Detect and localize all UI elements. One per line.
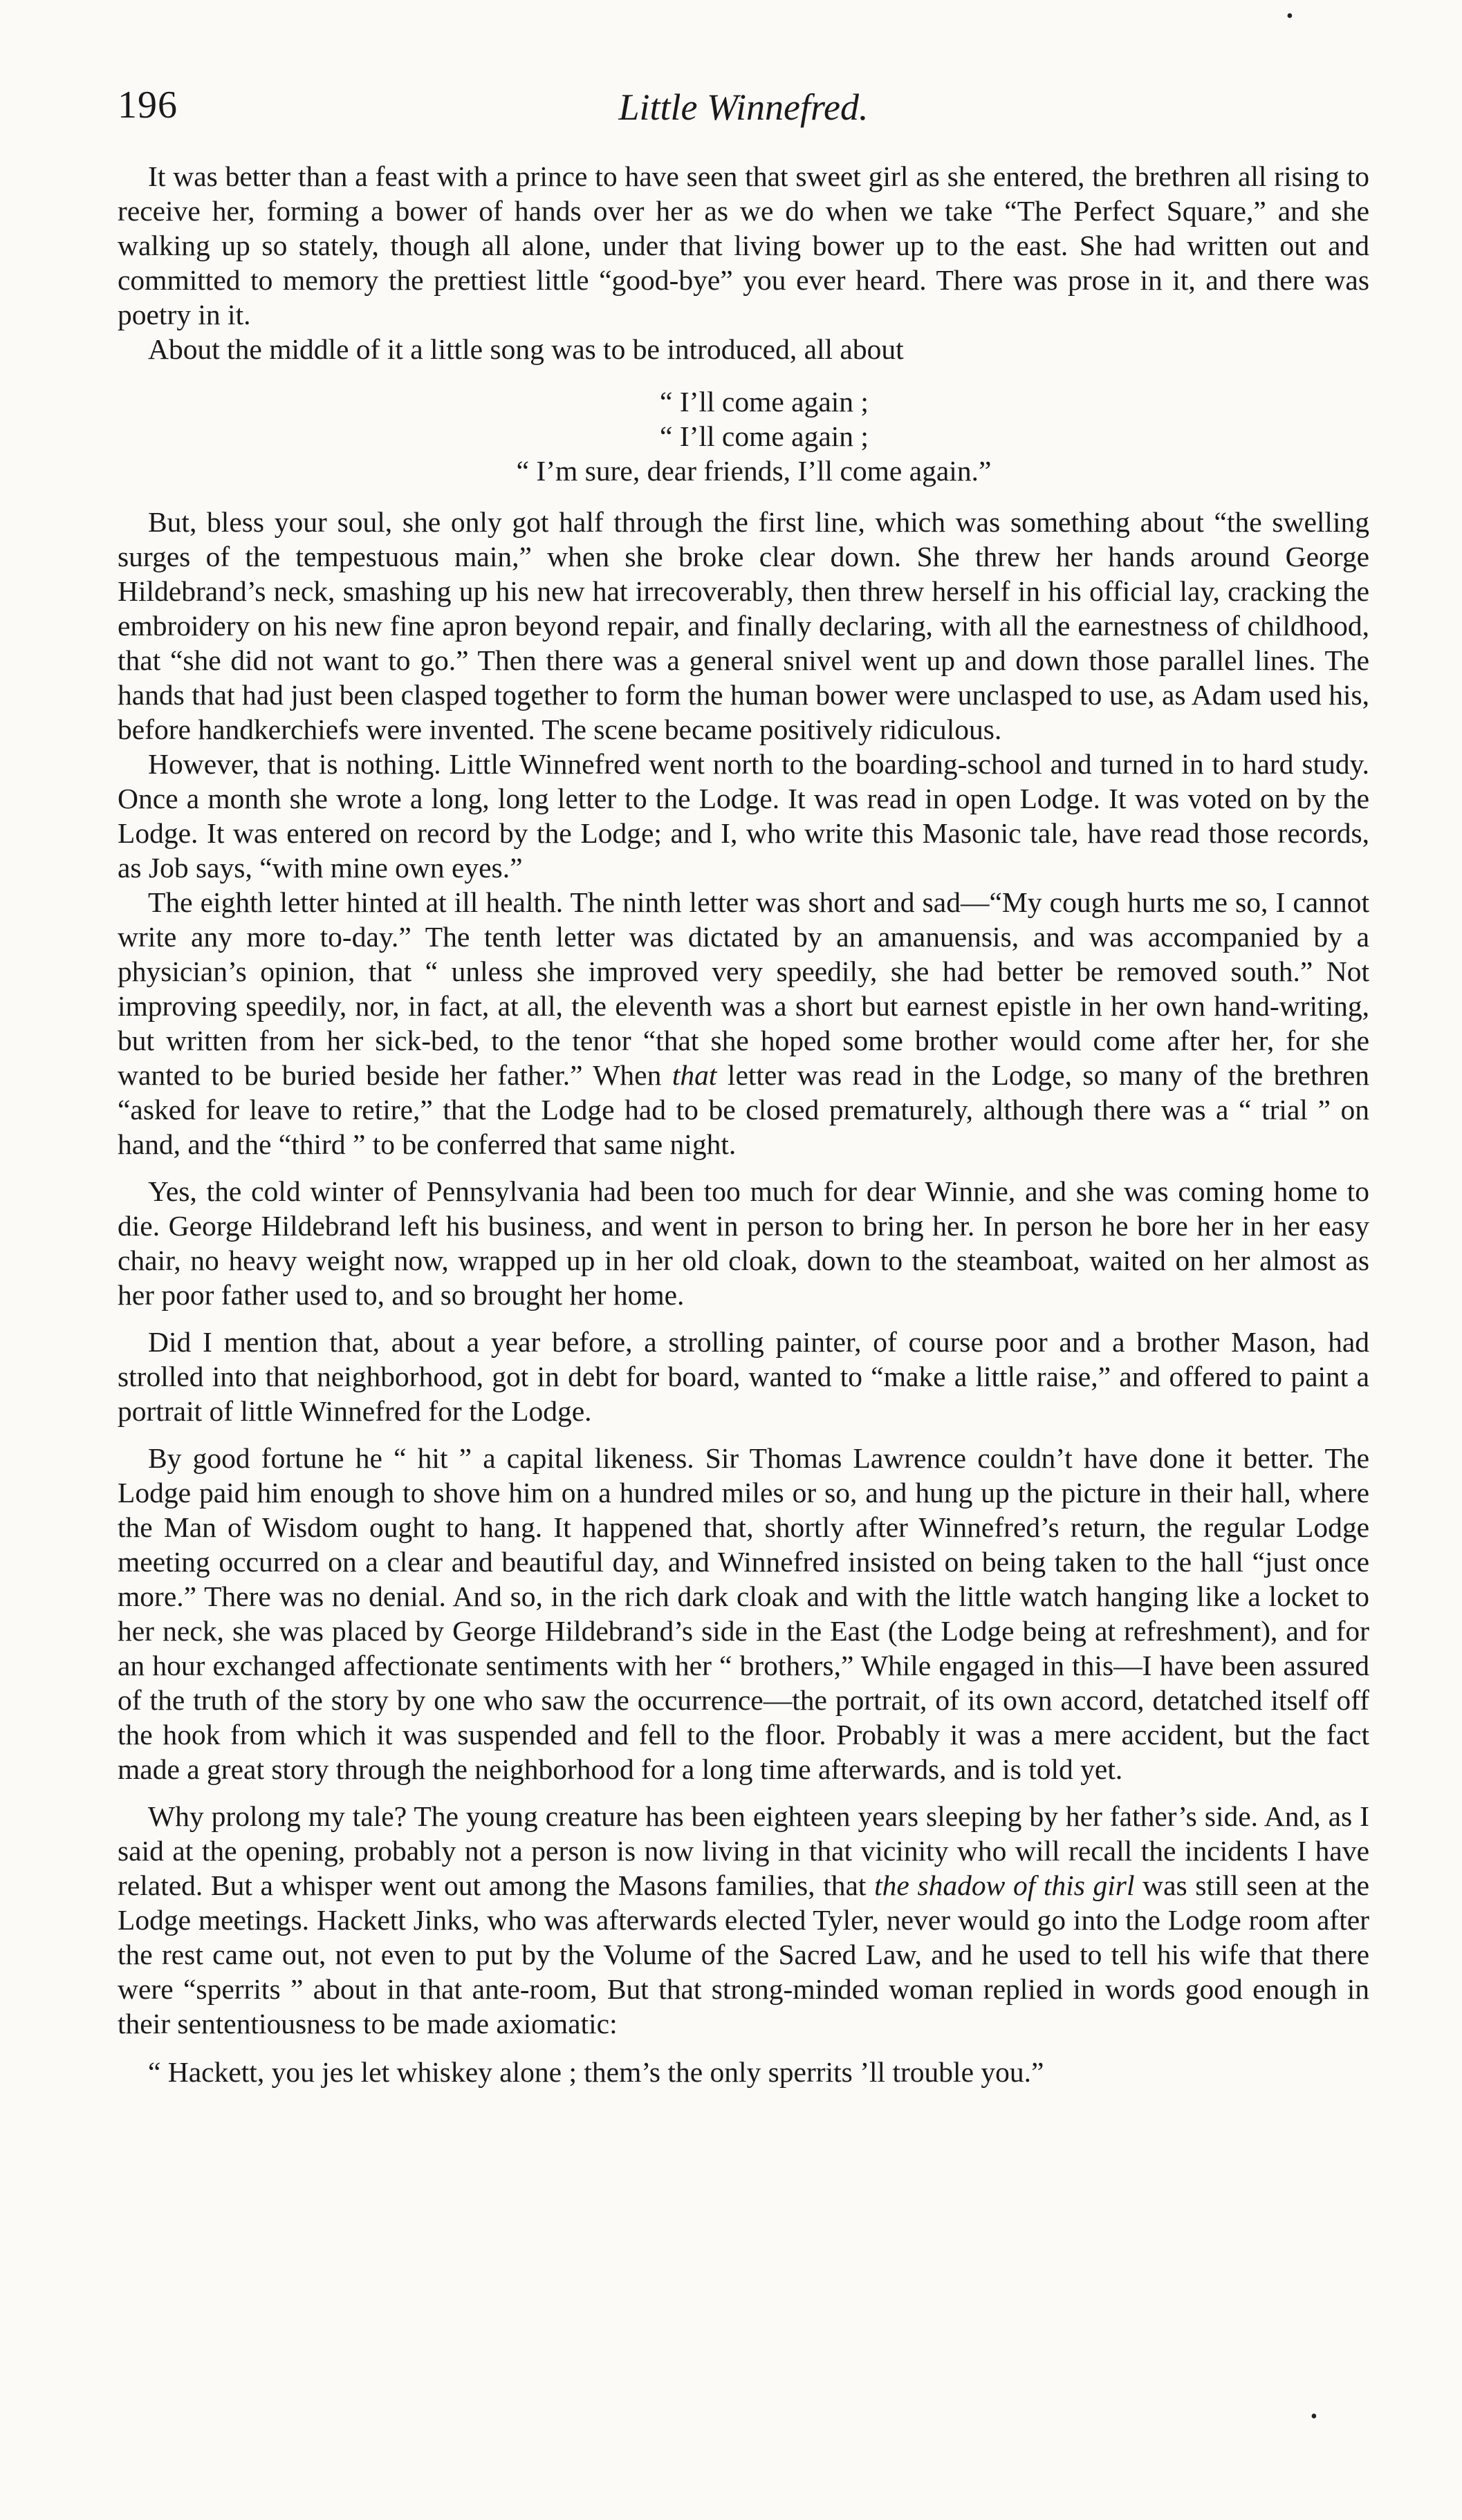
- verse-line-2: “ I’ll come again ;: [660, 420, 869, 452]
- paragraph-4: However, that is nothing. Little Winnefred went north to the boarding-school and turned in to hard study. Once a month she wrote a long, long letter to the Lodge. It was read in open Lodge. It was voted on by the Lodge. It was entered on record by the Lodge; and I, who write this Masonic tale, have read those records, as Job says, “with mine own eyes.”: [118, 748, 1369, 884]
- paragraph-7: Did I mention that, about a year before, a strolling painter, of course poor and a brother Mason, had strolled into that neighborhood, got in debt for board, wanted to “make a little raise,” and offered to paint a portrait of little Winnefred for the Lodge.: [118, 1326, 1369, 1427]
- verse-line-3: “ I’m sure, dear friends, I’ll come again.”: [516, 455, 992, 487]
- page-header: [118, 83, 1369, 138]
- paragraph-5-part-b: letter was read in the Lodge, so many of the brethren “asked for leave to retire,” that the Lodge had to be closed prematurely, although there was a “ trial ” on hand, and the “third ” to be conferred that same night.: [118, 1059, 1370, 1160]
- paragraph-5-emphasis: that: [672, 1059, 717, 1091]
- song-verse: [118, 384, 1369, 488]
- paragraph-8: By good fortune he “ hit ” a capital likeness. Sir Thomas Lawrence couldn’t have done it better. The Lodge paid him enough to shove him on a hundred miles or so, and hung up the picture in their hall, where the Man of Wisdom ought to hang. It happened that, shortly after Winnefred’s return, the regular Lodge meeting occurred on a clear and beautiful day, and Winnefred insisted on being taken to the hall “just once more.” There was no denial. And so, in the rich dark cloak and with the little watch hanging like a locket to her neck, she was placed by George Hildebrand’s side in the East (the Lodge being at refreshment), and for an hour exchanged affectionate sentiments with her “ brothers,” While engaged in this—I have been assured of the truth of the story by one who saw the occurrence—the portrait, of its own accord, detatched itself off the hook from which it was suspended and fell to the floor. Probably it was a mere accident, but the fact made a great story through the neighborhood for a long time afterwards, and is told yet.: [118, 1442, 1369, 1785]
- book-page: [118, 83, 1369, 2089]
- running-title: Little Winnefred.: [618, 86, 869, 128]
- paragraph-9-emphasis: the shadow of this girl: [874, 1869, 1135, 1901]
- paragraph-9: [118, 1799, 1369, 2041]
- page-number: 196: [118, 84, 178, 127]
- paragraph-3: But, bless your soul, she only got half through the first line, which was something about “the swelling surges of the tempestuous main,” when she broke clear down. She threw her hands around George Hildebrand’s neck, smashing up his new hat irrecoverably, then threw herself in his official lay, cracking the embroidery on his new fine apron beyond repair, and finally declaring, with all the earnestness of childhood, that “she did not want to go.” Then there was a general snivel went up and down those parallel lines. The hands that had just been clasped together to form the human bower were unclasped to use, as Adam used his, before handkerchiefs were invented. The scene became positively ridiculous.: [118, 506, 1369, 745]
- paragraph-1: It was better than a feast with a prince to have seen that sweet girl as she entered, the brethren all rising to receive her, forming a bower of hands over her as we do when we take “The Perfect Square,” and she walking up so stately, though all alone, under that living bower up to the east. She had written out and committed to memory the prettiest little “good-bye” you ever heard. There was prose in it, and there was poetry in it.: [118, 160, 1369, 330]
- body-text: [118, 159, 1369, 2089]
- paragraph-9-part-b: was still seen at the Lodge meetings. Hackett Jinks, who was afterwards elected Tyler, never would go into the Lodge room after the rest came out, not even to put by the Volume of the Sacred Law, and he used to tell his wife that there were “sperrits ” about in that ante-room, But that strong-minded woman replied in words good enough in their sententiousness to be made axiomatic:: [118, 1869, 1370, 2040]
- paragraph-5: [118, 885, 1369, 1161]
- scan-speck: •: [1311, 2406, 1317, 2427]
- paragraph-6: Yes, the cold winter of Pennsylvania had been too much for dear Winnie, and she was coming home to die. George Hildebrand left his business, and went in person to bring her. In person he bore her in her easy chair, no heavy weight now, wrapped up in her old cloak, down to the steamboat, waited on her almost as her poor father used to, and so brought her home.: [118, 1175, 1369, 1311]
- paragraph-5-part-a: The eighth letter hinted at ill health. The ninth letter was short and sad—“My cough hurts me so, I cannot write any more to-day.” The tenth letter was dictated by an amanuensis, and was accompanied by a physician’s opinion, that “ unless she improved very speedily, she had better be removed south.” Not improving speedily, nor, in fact, at all, the eleventh was a short but earnest epistle in her own hand-writing, but written from her sick-bed, to the tenor “that she hoped some brother would come after her, for she wanted to be buried beside her father.” When: [118, 886, 1369, 1091]
- verse-line-1: “ I’ll come again ;: [660, 386, 869, 418]
- paragraph-9-part-a: Why prolong my tale? The young creature has been eighteen years sleeping by her father’s side. And, as I said at the opening, probably not a person is now living in that vicinity who will recall the incidents I have related. But a whisper went out among the Masons families, that: [118, 1800, 1369, 1901]
- paragraph-2: About the middle of it a little song was to be introduced, all about: [148, 333, 904, 365]
- closing-quote: “ Hackett, you jes let whiskey alone ; them’s the only sperrits ’ll trouble you.”: [148, 2056, 1044, 2088]
- scan-speck: •: [1286, 6, 1293, 27]
